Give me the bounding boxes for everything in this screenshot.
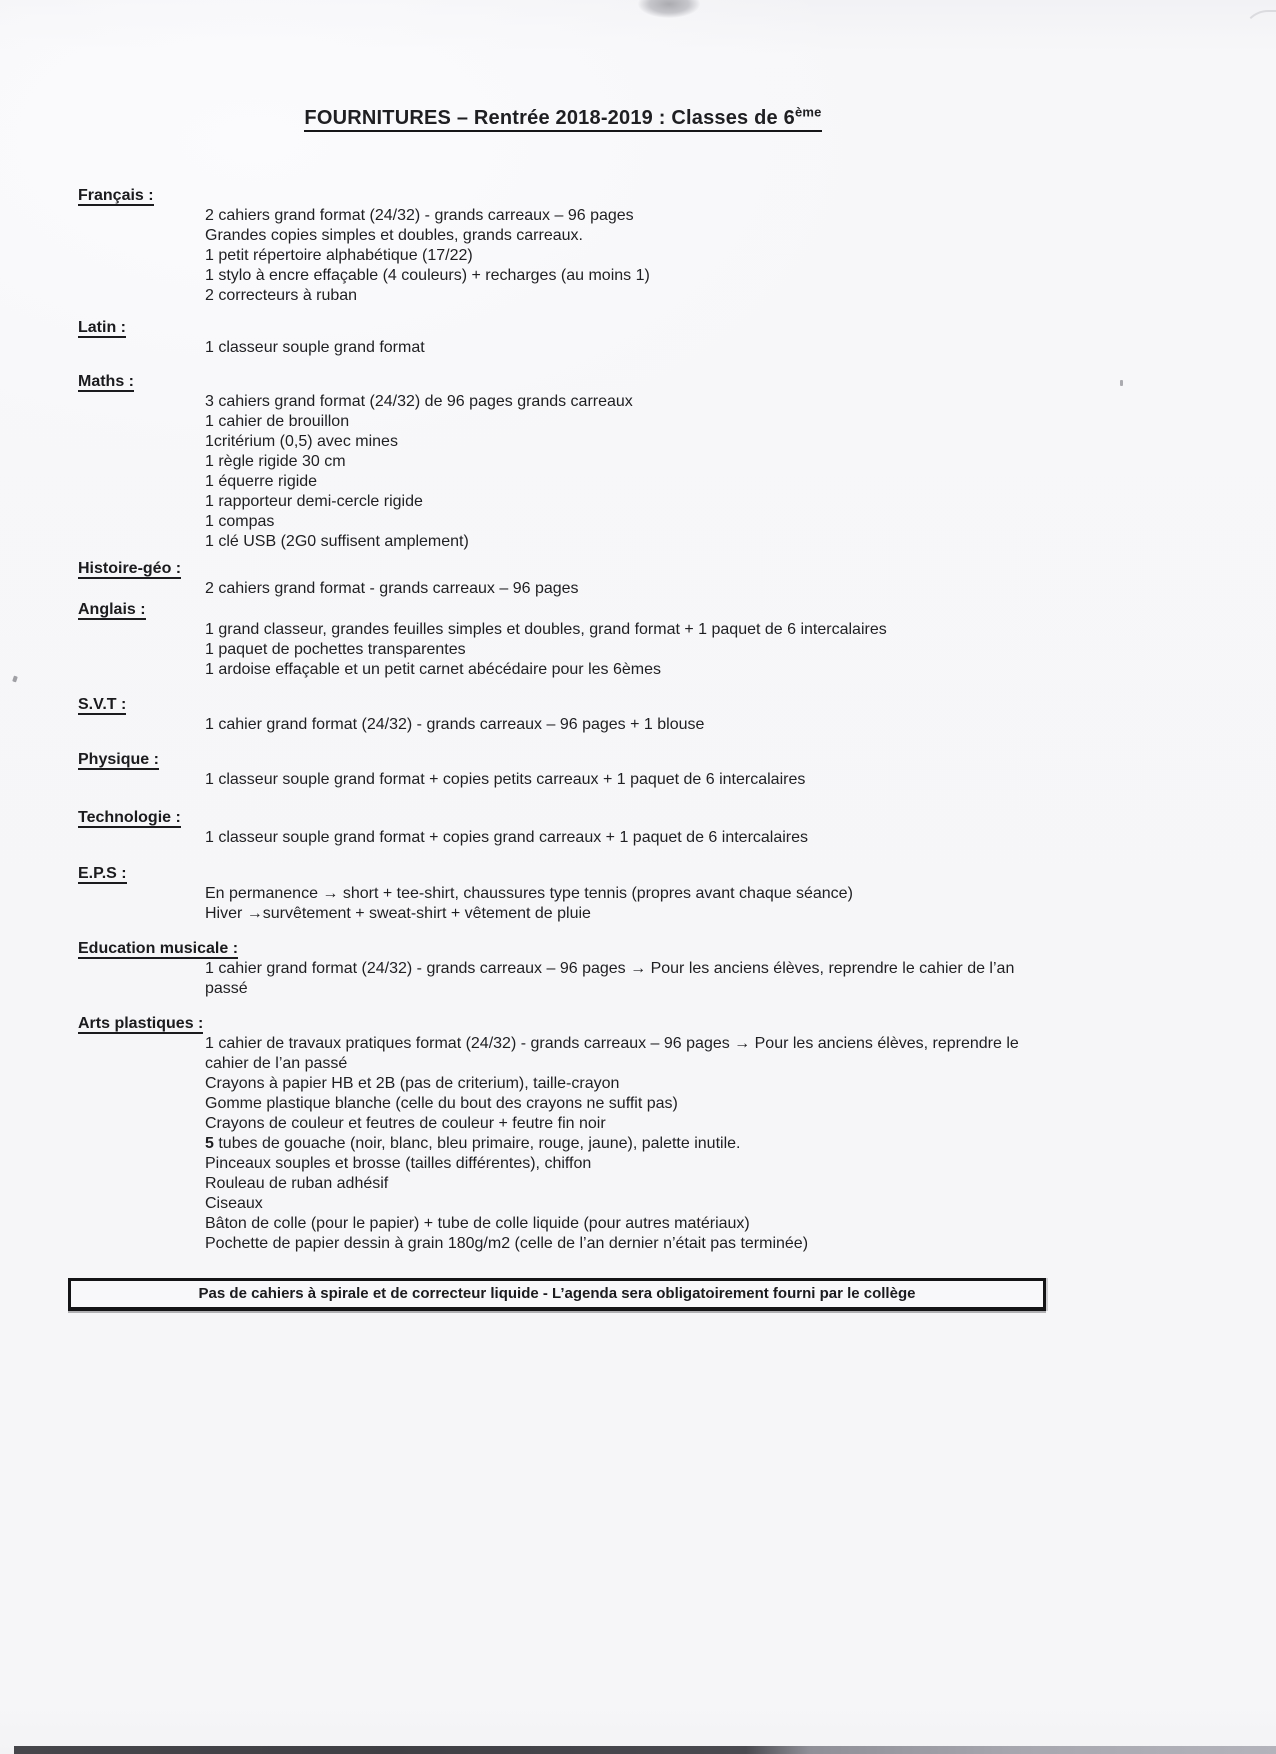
- section-heading: [78, 864, 1276, 884]
- section-heading-label: Education musicale :: [78, 939, 239, 957]
- sections: [0, 186, 1276, 1254]
- supply-item: 1 grand classeur, grandes feuilles simples et doubles, grand format + 1 paquet de 6 intercalaires: [205, 620, 887, 638]
- supply-section: [78, 318, 1276, 358]
- supply-item: 1 stylo à encre effaçable (4 couleurs) + recharges (au moins 1): [205, 266, 650, 284]
- section-items: [78, 1034, 1047, 1254]
- scan-artifact-bottom-strip: [14, 1746, 1276, 1754]
- section-heading-label: Anglais :: [78, 600, 146, 618]
- supply-item: 1 classeur souple grand format: [205, 338, 425, 356]
- section-heading-label: Technologie :: [78, 808, 181, 826]
- supply-item: 1 rapporteur demi-cercle rigide: [205, 492, 423, 510]
- supply-item: Hiver →survêtement + sweat-shirt + vêtement de pluie: [205, 904, 591, 922]
- page-title-superscript: ème: [794, 104, 822, 119]
- supply-section: [78, 808, 1276, 848]
- supply-item: 1 classeur souple grand format + copies grand carreaux + 1 paquet de 6 intercalaires: [205, 828, 809, 846]
- supply-item: Rouleau de ruban adhésif: [205, 1174, 389, 1192]
- section-items: [78, 579, 1047, 599]
- supply-item: Ciseaux: [205, 1194, 263, 1212]
- supply-section: [78, 864, 1276, 924]
- section-heading-label: Français :: [78, 186, 154, 204]
- scan-speck: [1120, 380, 1123, 386]
- supply-item: 1 cahier de travaux pratiques format (24/32) - grands carreaux – 96 pages → Pour les anciens élèves, reprendre le cahier de l’an passé: [205, 1034, 1019, 1072]
- supply-item: Bâton de colle (pour le papier) + tube de colle liquide (pour autres matériaux): [205, 1214, 750, 1232]
- footer-note-box: [68, 1278, 1046, 1311]
- supply-item: 1 cahier de brouillon: [205, 412, 350, 430]
- supply-item: 2 cahiers grand format (24/32) - grands carreaux – 96 pages: [205, 206, 634, 224]
- supply-section: [78, 750, 1276, 790]
- supply-item: 1critérium (0,5) avec mines: [205, 432, 398, 450]
- section-heading-label: S.V.T :: [78, 695, 127, 713]
- section-items: [78, 828, 1047, 848]
- section-heading: [78, 559, 1276, 579]
- scan-artifact-top-blob: [638, 0, 700, 18]
- page-title: [0, 104, 1126, 130]
- page-title-underline: [304, 104, 822, 132]
- supply-section: [78, 939, 1276, 999]
- section-items: [78, 392, 1047, 552]
- section-heading: [78, 186, 1276, 206]
- supply-section: [78, 1014, 1276, 1254]
- supply-item: 2 correcteurs à ruban: [205, 286, 358, 304]
- supply-item: Gomme plastique blanche (celle du bout des crayons ne suffit pas): [205, 1094, 678, 1112]
- supply-item: 1 classeur souple grand format + copies petits carreaux + 1 paquet de 6 intercalaires: [205, 770, 806, 788]
- section-items: [78, 959, 1047, 999]
- supply-item: 1 paquet de pochettes transparentes: [205, 640, 466, 658]
- section-heading: [78, 750, 1276, 770]
- supply-section: [78, 559, 1276, 599]
- section-heading: [78, 939, 1276, 959]
- section-heading: [78, 600, 1276, 620]
- supply-item: 3 cahiers grand format (24/32) de 96 pages grands carreaux: [205, 392, 633, 410]
- supply-section: [78, 600, 1276, 680]
- section-heading: [78, 318, 1276, 338]
- section-heading-label: Physique :: [78, 750, 159, 768]
- section-items: [78, 715, 1047, 735]
- supply-item: 1 cahier grand format (24/32) - grands carreaux – 96 pages + 1 blouse: [205, 715, 705, 733]
- supply-section: [78, 695, 1276, 735]
- section-heading: [78, 695, 1276, 715]
- supply-item: Pochette de papier dessin à grain 180g/m2 (celle de l’an dernier n’était pas terminée): [205, 1234, 809, 1252]
- supply-item: 1 clé USB (2G0 suffisent amplement): [205, 532, 469, 550]
- scan-artifact-corner: [1242, 10, 1276, 58]
- footer-note-text: Pas de cahiers à spirale et de correcteur liquide - L’agenda sera obligatoirement fourni par le collège: [198, 1284, 916, 1302]
- section-items: [78, 206, 1047, 306]
- section-heading-label: E.P.S :: [78, 864, 127, 882]
- supply-item: 2 cahiers grand format - grands carreaux – 96 pages: [205, 579, 579, 597]
- supply-item: 1 règle rigide 30 cm: [205, 452, 346, 470]
- supply-item: Pinceaux souples et brosse (tailles différentes), chiffon: [205, 1154, 592, 1172]
- section-heading: [78, 1014, 1276, 1034]
- section-heading-label: Arts plastiques :: [78, 1014, 204, 1032]
- supply-item: Crayons de couleur et feutres de couleur + feutre fin noir: [205, 1114, 606, 1132]
- supply-item: Grandes copies simples et doubles, grands carreaux.: [205, 226, 583, 244]
- supply-item: Crayons à papier HB et 2B (pas de criterium), taille-crayon: [205, 1074, 620, 1092]
- page-title-main: FOURNITURES – Rentrée 2018-2019 : Classes de 6: [304, 106, 795, 129]
- section-items: [78, 770, 1047, 790]
- supply-item: 1 compas: [205, 512, 275, 530]
- section-heading: [78, 372, 1276, 392]
- supply-item: 1 ardoise effaçable et un petit carnet abécédaire pour les 6èmes: [205, 660, 661, 678]
- section-heading: [78, 808, 1276, 828]
- supply-item: 1 cahier grand format (24/32) - grands carreaux – 96 pages → Pour les anciens élèves, reprendre le cahier de l’an passé: [205, 959, 1015, 997]
- supply-item: 5 tubes de gouache (noir, blanc, bleu primaire, rouge, jaune), palette inutile.: [205, 1134, 741, 1152]
- section-items: [78, 338, 1047, 358]
- section-items: [78, 620, 1047, 680]
- supply-item: 1 petit répertoire alphabétique (17/22): [205, 246, 473, 264]
- section-heading-label: Latin :: [78, 318, 126, 336]
- section-items: [78, 884, 1047, 924]
- supply-section: [78, 372, 1276, 552]
- supply-section: [78, 186, 1276, 306]
- supply-item: 1 équerre rigide: [205, 472, 318, 490]
- section-heading-label: Histoire-géo :: [78, 559, 182, 577]
- section-heading-label: Maths :: [78, 372, 134, 390]
- supply-item: En permanence → short + tee-shirt, chaussures type tennis (propres avant chaque séance): [205, 884, 853, 902]
